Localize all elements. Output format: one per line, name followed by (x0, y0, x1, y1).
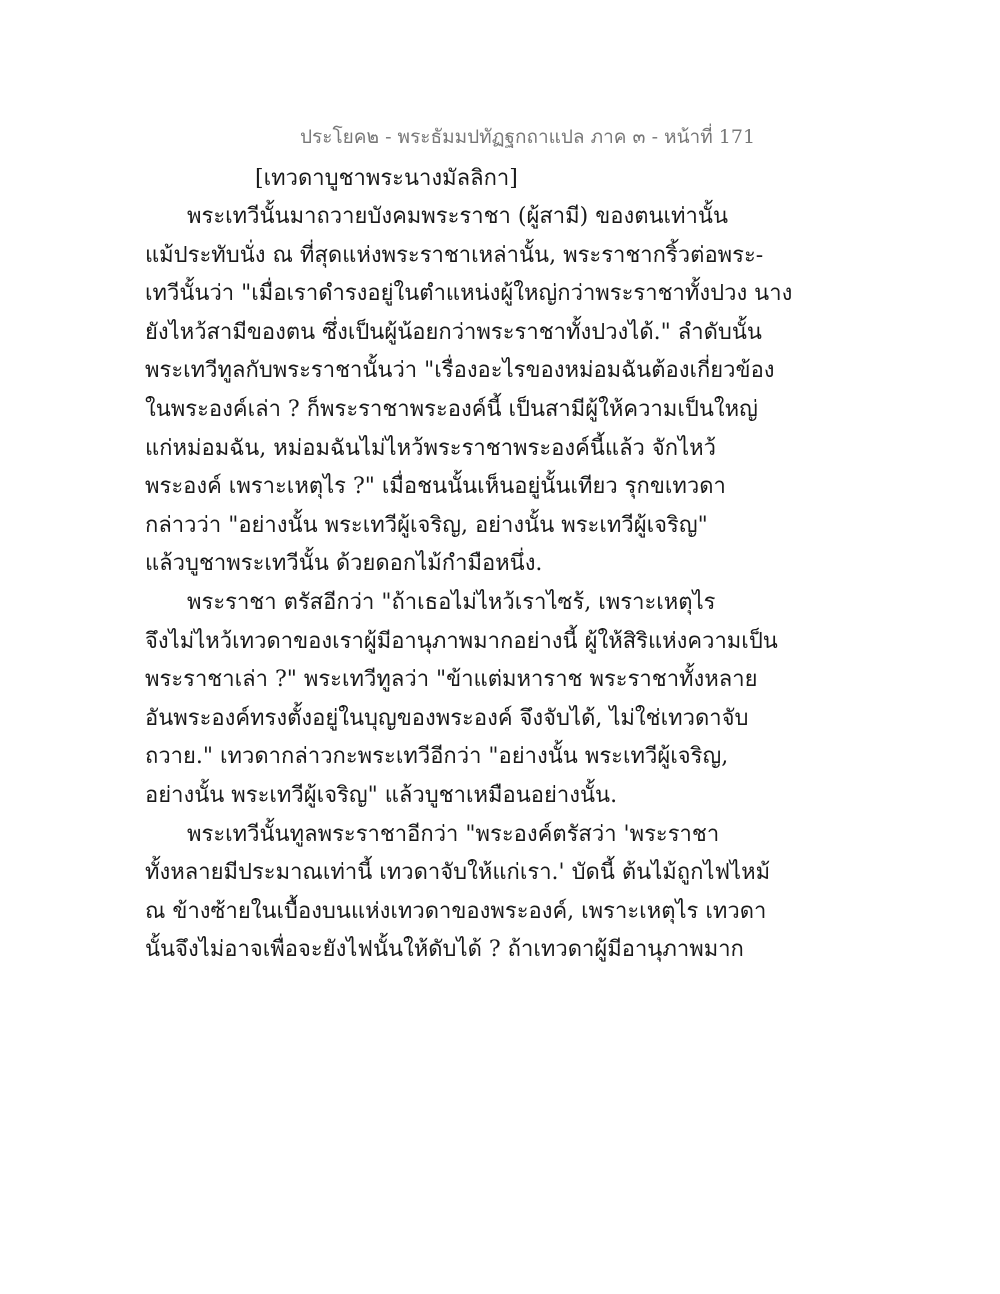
text-line: เทวีนั้นว่า "เมื่อเราดำรงอยู่ในตำแหน่งผู้ใหญ่กว่าพระราชาทั้งปวง นาง (145, 281, 793, 307)
text-line: ถวาย." เทวดากล่าวกะพระเทวีอีกว่า "อย่างนั้น พระเทวีผู้เจริญ, (145, 744, 729, 770)
text-line: ยังไหว้สามีของตน ซึ่งเป็นผู้น้อยกว่าพระราชาทั้งปวงได้." ลำดับนั้น (145, 319, 762, 345)
text-line: พระองค์ เพราะเหตุไร ?" เมื่อชนนั้นเห็นอยู่นั้นเทียว รุกขเทวดา (145, 474, 726, 500)
text-line: ณ ข้างซ้ายในเบื้องบนแห่งเทวดาของพระองค์, เพราะเหตุไร เทวดา (145, 898, 767, 924)
running-header: ประโยค๒ - พระธัมมปทัฏฐกถาแปล ภาค ๓ - หน้าที่ 171 (300, 126, 756, 148)
text-line: กล่าวว่า "อย่างนั้น พระเทวีผู้เจริญ, อย่างนั้น พระเทวีผู้เจริญ" (145, 512, 708, 538)
text-line: ในพระองค์เล่า ? ก็พระราชาพระองค์นี้ เป็นสามีผู้ให้ความเป็นใหญ่ (145, 396, 758, 422)
text-line: อย่างนั้น พระเทวีผู้เจริญ" แล้วบูชาเหมือนอย่างนั้น. (145, 782, 618, 808)
text-line: พระเทวีนั้นมาถวายบังคมพระราชา (ผู้สามี) ของตนเท่านั้น (187, 204, 728, 229)
body-text (145, 198, 793, 970)
text-line: พระราชา ตรัสอีกว่า "ถ้าเธอไม่ไหว้เราไซร้, เพราะเหตุไร (187, 589, 716, 615)
section-title: [เทวดาบูชาพระนางมัลลิกา] (255, 166, 518, 191)
text-line: แก่หม่อมฉัน, หม่อมฉันไม่ไหว้พระราชาพระองค์นี้แล้ว จักไหว้ (145, 435, 717, 461)
text-line: พระเทวีทูลกับพระราชานั้นว่า "เรื่องอะไรของหม่อมฉันต้องเกี่ยวข้อง (145, 358, 775, 384)
text-line: จึงไม่ไหว้เทวดาของเราผู้มีอานุภาพมากอย่างนี้ ผู้ให้สิริแห่งความเป็น (145, 628, 778, 654)
text-line: พระเทวีนั้นทูลพระราชาอีกว่า "พระองค์ตรัสว่า 'พระราชา (187, 821, 720, 847)
text-line: แล้วบูชาพระเทวีนั้น ด้วยดอกไม้กำมือหนึ่ง. (145, 551, 543, 577)
text-line: อันพระองค์ทรงตั้งอยู่ในบุญของพระองค์ จึงจับได้, ไม่ใช่เทวดาจับ (145, 705, 749, 731)
text-line: พระราชาเล่า ?" พระเทวีทูลว่า "ข้าแต่มหาราช พระราชาทั้งหลาย (145, 667, 758, 693)
text-line: นั้นจึงไม่อาจเพื่อจะยังไฟนั้นให้ดับได้ ? ถ้าเทวดาผู้มีอานุภาพมาก (145, 937, 744, 963)
text-line: ทั้งหลายมีประมาณเท่านี้ เทวดาจับให้แก่เรา.' บัดนี้ ต้นไม้ถูกไฟไหม้ (145, 860, 771, 886)
text-line: แม้ประทับนั่ง ณ ที่สุดแห่งพระราชาเหล่านั้น, พระราชากริ้วต่อพระ- (145, 242, 764, 268)
